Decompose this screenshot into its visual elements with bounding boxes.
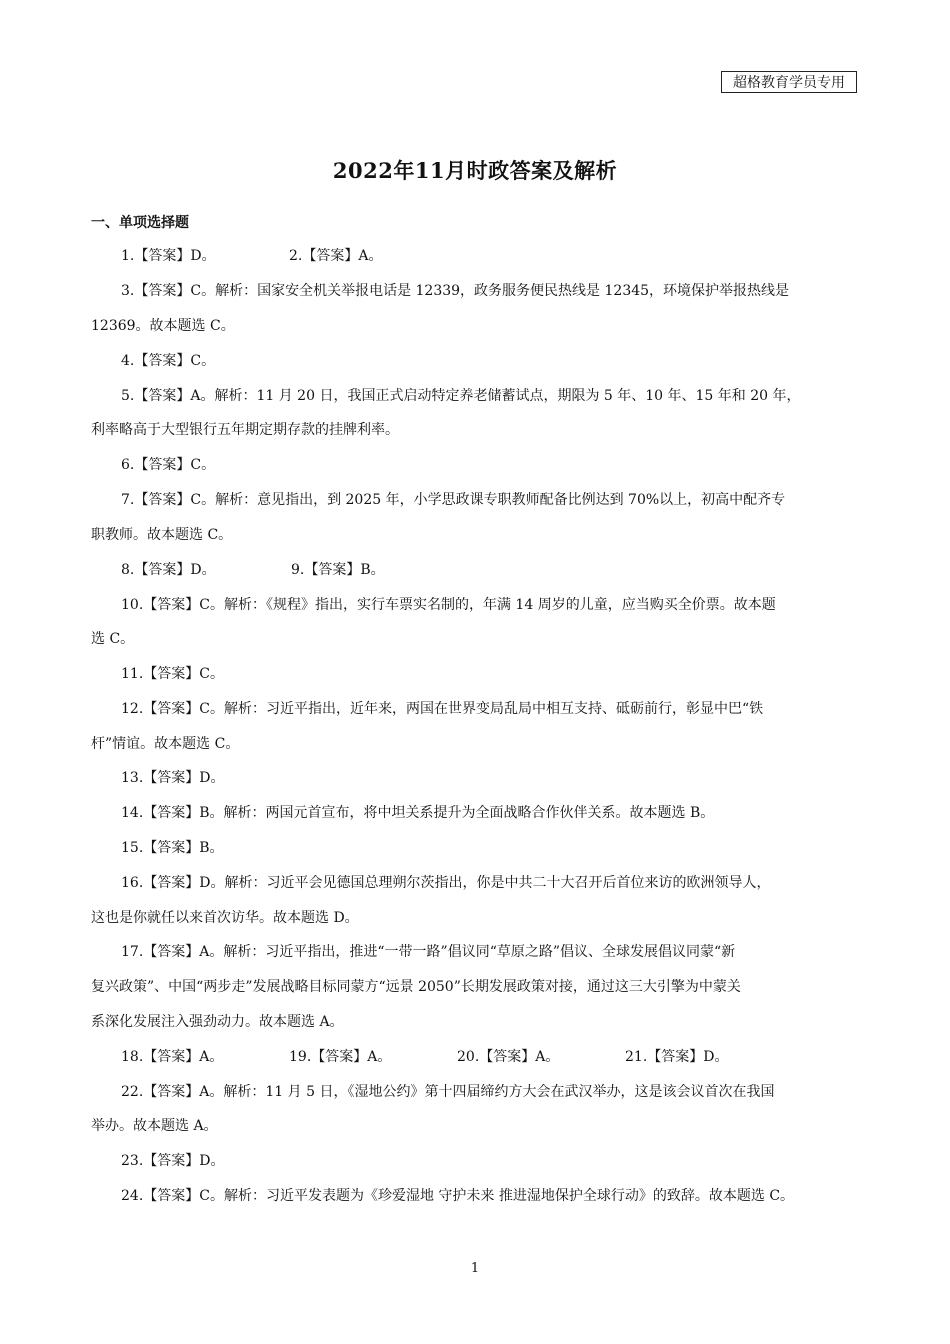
answer-19: 19.【答案】A。 (289, 1049, 392, 1065)
answer-3-line-2: 12369。故本题选 C。 (91, 318, 235, 334)
answer-10-line-2: 选 C。 (91, 631, 135, 647)
answer-12-line-1: 12.【答案】C。解析：习近平指出，近年来，两国在世界变局乱局中相互支持、砥砺前行，彰显中巴“铁 (121, 701, 764, 717)
answer-7-line-2: 职教师。故本题选 C。 (91, 527, 233, 543)
answer-17-line-2: 复兴政策”、中国“两步走”发展战略目标同蒙方“远景 2050”长期发展政策对接，通过这三大引擎为中蒙关 (91, 979, 741, 995)
answer-22-line-1: 22.【答案】A。解析：11 月 5 日，《湿地公约》第十四届缔约方大会在武汉举办，这是该会议首次在我国 (121, 1084, 775, 1100)
answer-18: 18.【答案】A。 (121, 1049, 224, 1065)
answer-20: 20.【答案】A。 (457, 1049, 560, 1065)
answer-24: 24.【答案】C。解析：习近平发表题为《珍爱湿地 守护未来 推进湿地保护全球行动》的致辞。故本题选 C。 (121, 1188, 795, 1204)
answer-6: 6.【答案】C。 (121, 457, 216, 473)
answer-16-line-1: 16.【答案】D。解析：习近平会见德国总理朔尔茨指出，你是中共二十大召开后首位来访的欧洲领导人， (121, 875, 771, 891)
section-title: 一、单项选择题 (91, 215, 189, 231)
answer-line (121, 1047, 861, 1067)
answer-line (121, 246, 861, 266)
answer-17-line-1: 17.【答案】A。解析：习近平指出，推进“一带一路”倡议同“草原之路”倡议、全球发展倡议同蒙“新 (121, 944, 736, 960)
answer-1: 1.【答案】D。 (121, 248, 216, 264)
answer-14: 14.【答案】B。解析：两国元首宣布，将中坦关系提升为全面战略合作伙伴关系。故本题选 B。 (121, 805, 715, 821)
answer-9: 9.【答案】B。 (291, 562, 385, 578)
answer-8: 8.【答案】D。 (121, 562, 216, 578)
answer-13: 13.【答案】D。 (121, 770, 225, 786)
answer-7-line-1: 7.【答案】C。解析：意见指出，到 2025 年，小学思政课专职教师配备比例达到 70%以上，初高中配齐专 (121, 492, 786, 508)
answer-17-line-3: 系深化发展注入强劲动力。故本题选 A。 (91, 1014, 344, 1030)
answer-5-line-2: 利率略高于大型银行五年期定期存款的挂牌利率。 (91, 422, 399, 438)
answer-21: 21.【答案】D。 (625, 1049, 729, 1065)
answer-16-line-2: 这也是你就任以来首次访华。故本题选 D。 (91, 910, 359, 926)
answer-3-line-1: 3.【答案】C。解析：国家安全机关举报电话是 12339，政务服务便民热线是 12345，环境保护举报热线是 (121, 283, 790, 299)
answer-5-line-1: 5.【答案】A。解析：11 月 20 日，我国正式启动特定养老储蓄试点，期限为 5 年、10 年、15 年和 20 年， (121, 388, 801, 404)
answer-12-line-2: 杆”情谊。故本题选 C。 (91, 736, 240, 752)
answer-23: 23.【答案】D。 (121, 1153, 225, 1169)
answer-22-line-2: 举办。故本题选 A。 (91, 1118, 218, 1134)
answer-11: 11.【答案】C。 (121, 666, 224, 682)
answer-10-line-1: 10.【答案】C。解析：《规程》指出，实行车票实名制的，年满 14 周岁的儿童，应当购买全价票。故本题 (121, 597, 776, 613)
page-title: 2022年11月时政答案及解析 (332, 158, 618, 183)
answer-line (121, 560, 861, 580)
page-number: 1 (470, 1261, 480, 1276)
answer-15: 15.【答案】B。 (121, 840, 224, 856)
header-badge: 超格教育学员专用 (721, 71, 857, 93)
answer-2: 2.【答案】A。 (289, 248, 383, 264)
answer-4: 4.【答案】C。 (121, 353, 216, 369)
